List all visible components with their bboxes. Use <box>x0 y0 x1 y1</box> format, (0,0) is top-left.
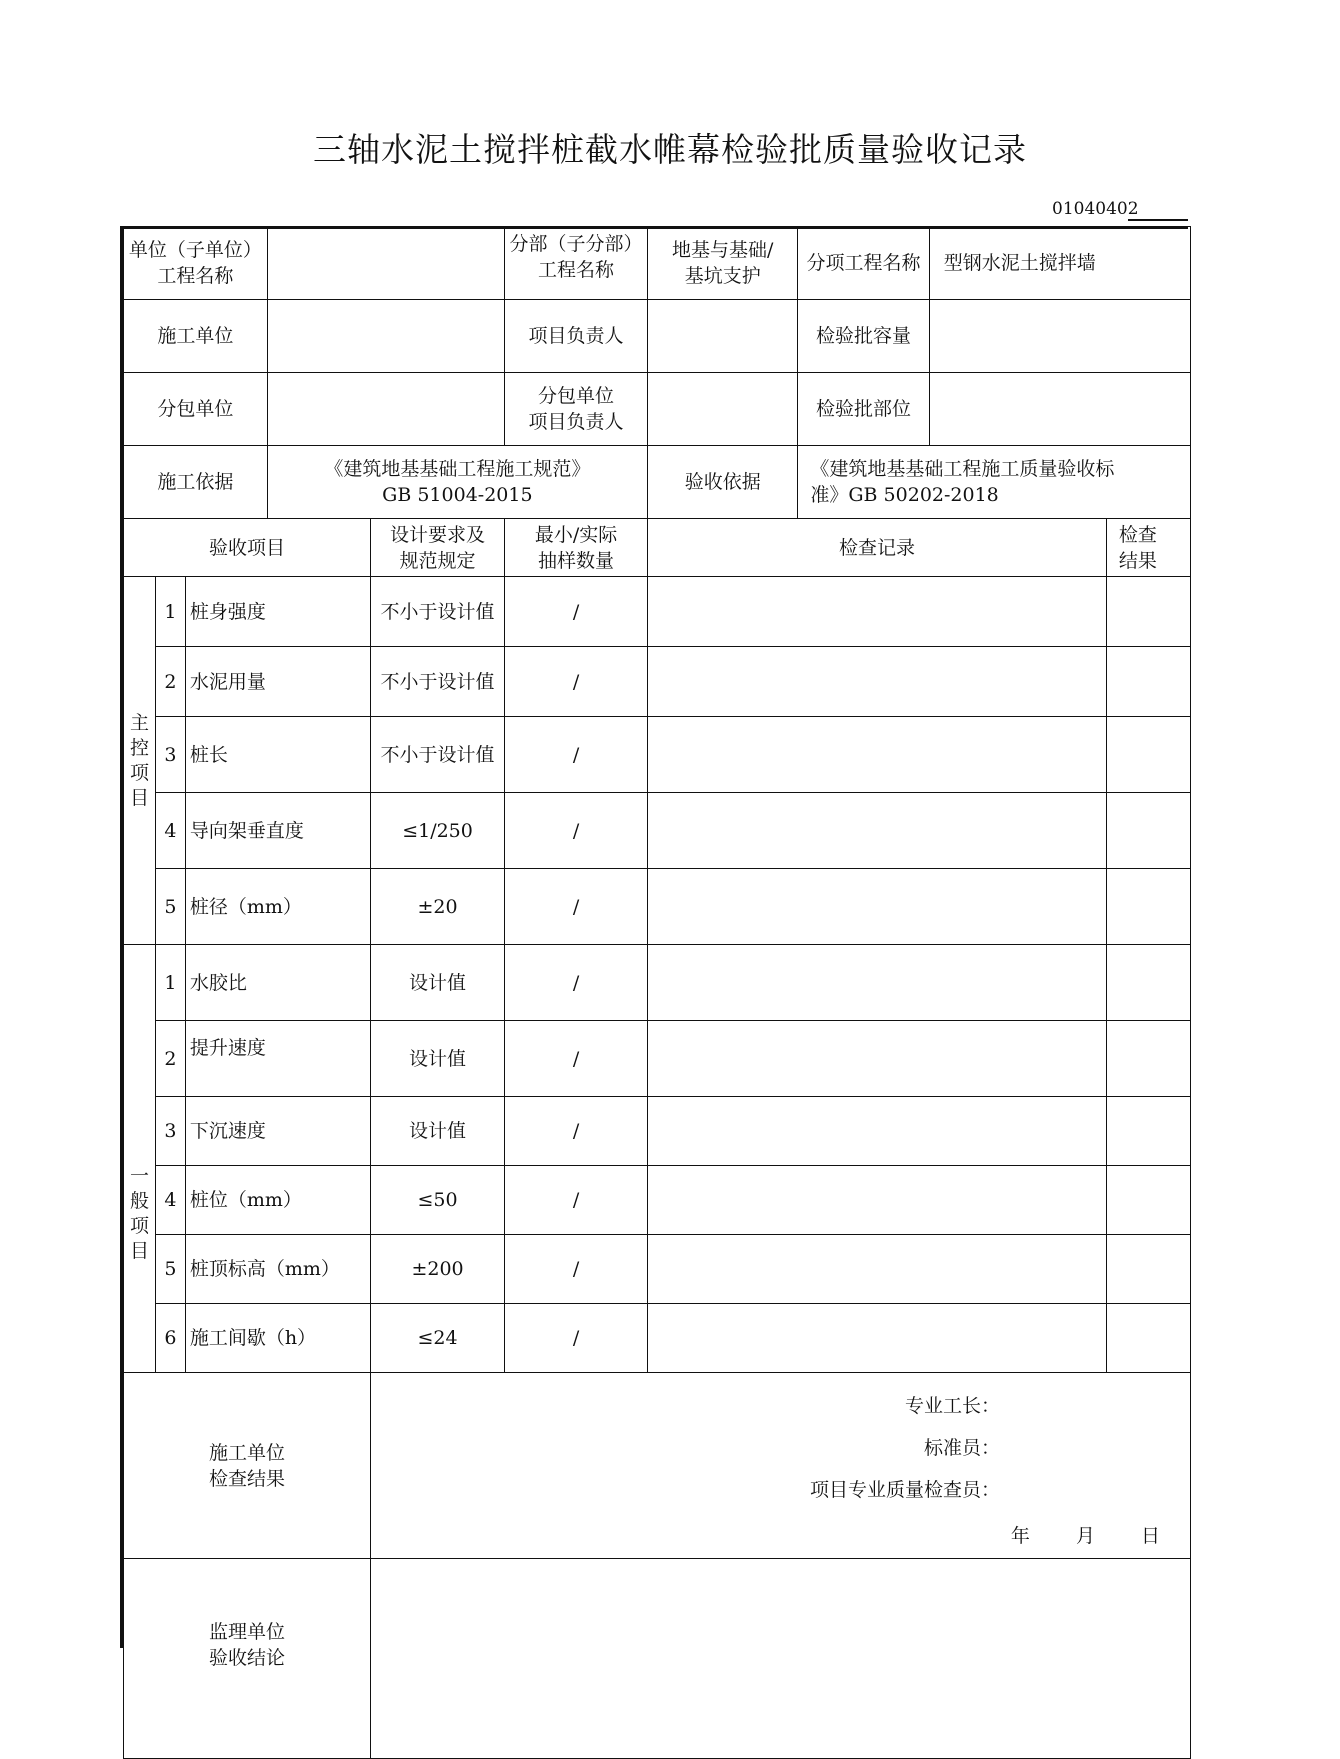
col-result <box>1106 519 1190 577</box>
row-no: 1 <box>156 945 186 1021</box>
row-name: 下沉速度 <box>185 1097 370 1166</box>
capacity-label <box>798 300 929 373</box>
foreman-label: 专业工长： <box>904 1395 1000 1417</box>
supervisor-label-text: 监理单位 验收结论 <box>209 1621 286 1669</box>
sub-pm-value[interactable] <box>648 373 798 446</box>
row-sample: / <box>504 1304 647 1373</box>
row-sample: / <box>504 793 647 869</box>
row-name: 施工间歇（h） <box>185 1304 370 1373</box>
row-record[interactable] <box>648 1166 1107 1235</box>
row-no: 2 <box>156 647 186 717</box>
row-record[interactable] <box>648 1021 1107 1097</box>
row-name: 桩径（mm） <box>185 869 370 945</box>
row-result[interactable] <box>1106 1304 1190 1373</box>
row-requirement: 不小于设计值 <box>371 717 505 793</box>
table-row <box>124 869 1191 945</box>
division-value <box>648 227 798 300</box>
row-requirement: 设计值 <box>371 945 505 1021</box>
main-control-label <box>124 577 156 945</box>
acceptance-basis-value-text: 《建筑地基基础工程施工质量验收标 准》GB 50202-2018 <box>810 458 1115 506</box>
subcontractor-label <box>124 373 268 446</box>
row-no: 4 <box>156 793 186 869</box>
supervisor-area[interactable] <box>371 1559 1191 1759</box>
pm-value[interactable] <box>648 300 798 373</box>
table-row <box>124 1166 1191 1235</box>
contractor-check-area[interactable] <box>371 1373 1191 1559</box>
row-no: 5 <box>156 1235 186 1304</box>
pm-label-text: 项目负责人 <box>528 325 624 347</box>
row-sample: / <box>504 1097 647 1166</box>
table-row <box>124 1021 1191 1097</box>
inspection-form <box>120 226 1191 1669</box>
row-result[interactable] <box>1106 869 1190 945</box>
row-requirement: ≤24 <box>371 1304 505 1373</box>
row-requirement: ±200 <box>371 1235 505 1304</box>
col-result-text: 检查 结果 <box>1118 523 1157 572</box>
row-result[interactable] <box>1106 945 1190 1021</box>
unit-name-label <box>124 227 268 300</box>
col-record-text: 检查记录 <box>838 536 915 559</box>
row-no: 2 <box>156 1021 186 1097</box>
location-label-text: 检验批部位 <box>816 398 912 420</box>
acceptance-basis-label <box>648 446 798 519</box>
row-result[interactable] <box>1106 1235 1190 1304</box>
row-sample: / <box>504 717 647 793</box>
main-control-label-text: 主控项目 <box>130 711 150 809</box>
standard-officer-label: 标准员： <box>923 1437 1000 1459</box>
subcontractor-value[interactable] <box>267 373 504 446</box>
basis-label <box>124 446 268 519</box>
general-label-text: 一般项目 <box>130 1164 150 1262</box>
col-item-text: 验收项目 <box>209 536 286 559</box>
row-result[interactable] <box>1106 717 1190 793</box>
capacity-label-text: 检验批容量 <box>816 325 912 347</box>
row-no: 1 <box>156 577 186 647</box>
table-row <box>124 1097 1191 1166</box>
row-no: 3 <box>156 717 186 793</box>
row-no: 6 <box>156 1304 186 1373</box>
subcontractor-label-text: 分包单位 <box>157 398 234 420</box>
row-record[interactable] <box>648 1235 1107 1304</box>
row-result[interactable] <box>1106 1166 1190 1235</box>
sub-item-value <box>929 227 1190 300</box>
row-result[interactable] <box>1106 647 1190 717</box>
row-requirement: 设计值 <box>371 1097 505 1166</box>
row-record[interactable] <box>648 647 1107 717</box>
row-name: 导向架垂直度 <box>185 793 370 869</box>
sub-pm-label-text: 分包单位 项目负责人 <box>528 385 624 433</box>
row-record[interactable] <box>648 1304 1107 1373</box>
table-row <box>124 1304 1191 1373</box>
contractor-check-label <box>124 1373 371 1559</box>
division-label <box>504 227 647 300</box>
row-sample: / <box>504 1235 647 1304</box>
date-label: 年 月 日 <box>1010 1525 1180 1547</box>
unit-name-label-text: 单位（子单位） 工程名称 <box>128 239 262 287</box>
col-requirement-text: 设计要求及 规范规定 <box>390 523 486 572</box>
sub-pm-label <box>504 373 647 446</box>
col-sample-text: 最小/实际 抽样数量 <box>534 523 618 572</box>
row-record[interactable] <box>648 945 1107 1021</box>
row-name: 桩身强度 <box>185 577 370 647</box>
row-record[interactable] <box>648 717 1107 793</box>
row-result[interactable] <box>1106 1097 1190 1166</box>
row-sample: / <box>504 647 647 717</box>
general-label <box>124 945 156 1373</box>
acceptance-basis-value <box>798 446 1191 519</box>
table-row <box>124 793 1191 869</box>
col-sample <box>504 519 647 577</box>
row-result[interactable] <box>1106 1021 1190 1097</box>
row-requirement: ±20 <box>371 869 505 945</box>
sub-item-label <box>798 227 929 300</box>
row-record[interactable] <box>648 793 1107 869</box>
row-no: 4 <box>156 1166 186 1235</box>
row-name: 水泥用量 <box>185 647 370 717</box>
basis-value-text: 《建筑地基基础工程施工规范》 GB 51004-2015 <box>324 458 591 506</box>
row-requirement: ≤1/250 <box>371 793 505 869</box>
form-code: 01040402 <box>1052 199 1139 219</box>
contractor-value[interactable] <box>267 300 504 373</box>
basis-value <box>267 446 647 519</box>
supervisor-label <box>124 1559 371 1759</box>
quality-inspector-label: 项目专业质量检查员： <box>809 1479 1000 1501</box>
sub-item-value-text: 型钢水泥土搅拌墙 <box>943 252 1096 274</box>
row-no: 3 <box>156 1097 186 1166</box>
division-label-text: 分部（子分部） 工程名称 <box>509 233 643 281</box>
page-title: 三轴水泥土搅拌桩截水帷幕检验批质量验收记录 <box>313 130 1027 169</box>
acceptance-basis-label-text: 验收依据 <box>684 471 761 493</box>
table-row <box>124 945 1191 1021</box>
col-record <box>648 519 1107 577</box>
table-row <box>124 717 1191 793</box>
form-code-underline <box>1128 219 1188 221</box>
basis-label-text: 施工依据 <box>157 471 234 493</box>
col-requirement <box>371 519 505 577</box>
row-name: 桩位（mm） <box>185 1166 370 1235</box>
table-row <box>124 577 1191 647</box>
row-sample: / <box>504 945 647 1021</box>
row-requirement: 不小于设计值 <box>371 647 505 717</box>
pm-label <box>504 300 647 373</box>
row-name: 水胶比 <box>185 945 370 1021</box>
row-name: 提升速度 <box>185 1021 370 1097</box>
row-name: 桩长 <box>185 717 370 793</box>
row-sample: / <box>504 577 647 647</box>
table-row <box>124 647 1191 717</box>
inspection-table <box>123 226 1191 1759</box>
col-item <box>124 519 371 577</box>
division-value-text: 地基与基础/ 基坑支护 <box>672 239 774 287</box>
location-label <box>798 373 929 446</box>
row-record[interactable] <box>648 577 1107 647</box>
row-record[interactable] <box>648 1097 1107 1166</box>
row-requirement: 设计值 <box>371 1021 505 1097</box>
table-row <box>124 1235 1191 1304</box>
contractor-label-text: 施工单位 <box>157 325 234 347</box>
row-sample: / <box>504 1021 647 1097</box>
contractor-check-label-text: 施工单位 检查结果 <box>209 1441 286 1490</box>
row-result[interactable] <box>1106 577 1190 647</box>
location-value[interactable] <box>929 373 1190 446</box>
row-requirement: ≤50 <box>371 1166 505 1235</box>
row-sample: / <box>504 869 647 945</box>
row-name: 桩顶标高（mm） <box>185 1235 370 1304</box>
row-record[interactable] <box>648 869 1107 945</box>
unit-name-value[interactable] <box>267 227 504 300</box>
capacity-value[interactable] <box>929 300 1190 373</box>
row-sample: / <box>504 1166 647 1235</box>
row-requirement: 不小于设计值 <box>371 577 505 647</box>
row-no: 5 <box>156 869 186 945</box>
contractor-label <box>124 300 268 373</box>
row-result[interactable] <box>1106 793 1190 869</box>
sub-item-label-text: 分项工程名称 <box>806 252 921 274</box>
